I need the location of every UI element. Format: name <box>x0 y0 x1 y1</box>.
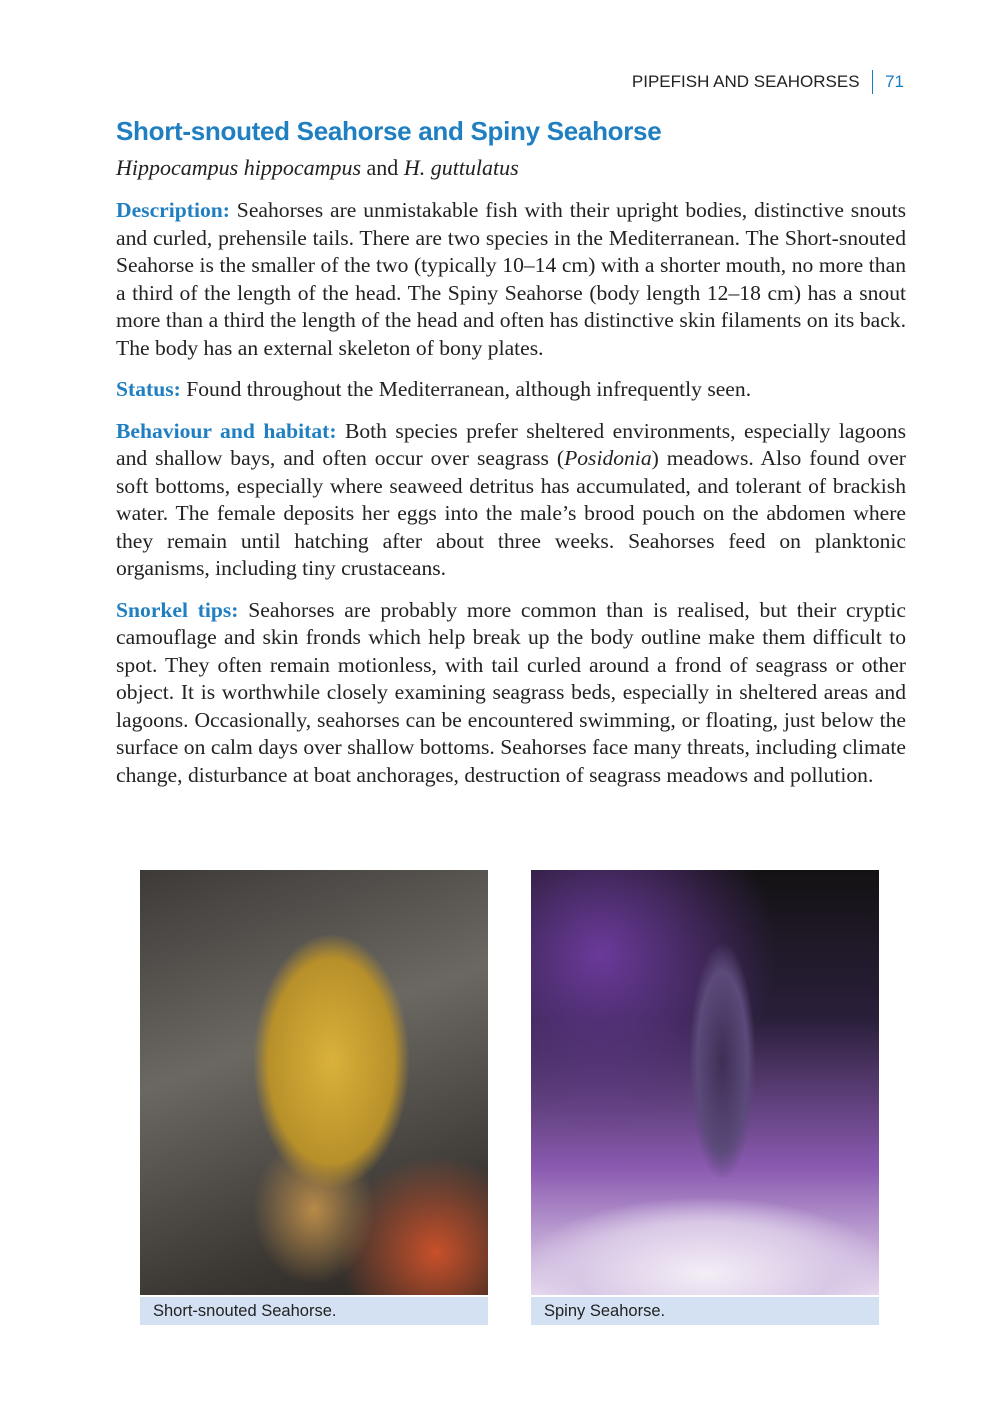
section-title: PIPEFISH AND SEAHORSES <box>631 72 860 91</box>
snorkel-label: Snorkel tips: <box>116 597 239 622</box>
scientific-names <box>116 155 519 181</box>
figure-caption: Spiny Seahorse. <box>531 1297 879 1325</box>
and-text: and <box>361 155 404 180</box>
scientific-name-1: Hippocampus hippocampus <box>116 155 362 180</box>
running-header <box>632 70 904 94</box>
body-text <box>116 197 906 803</box>
scientific-name-2: H. guttulatus <box>403 155 519 180</box>
snorkel-text: Seahorses are probably more common than is realised, but their cryptic camouflage and skin fronds which help break up the body outline make them difficult to spot. They often remain motionless, with tail curled around a frond of seagrass or other object. It is worthwhile closely examining seagrass beds, especially in sheltered areas and lagoons. Occasionally, seahorses can be encountered swimming, or floating, just below the surface on calm days over shallow bottoms. Seahorses face many threats, including climate change, disturbance at boat anchorages, destruction of seagrass meadows and pollution. <box>116 597 907 787</box>
status-text: Found throughout the Mediterranean, although infrequently seen. <box>180 377 752 401</box>
description-text: Seahorses are unmistakable fish with their upright bodies, distinctive snouts and curled, prehensile tails. There are two species in the Mediterranean. The Short-snouted Seahorse is the smaller of the two (typically 10–14 cm) with a shorter mouth, no more than a third of the length of the head. The Spiny Seahorse (body length 12–18 cm) has a snout more than a third the length of the head and often has distinctive skin filaments on its back. The body has an external skeleton of bony plates. <box>116 198 906 360</box>
description-paragraph <box>116 197 906 362</box>
description-label: Description: <box>116 198 230 222</box>
figure-caption: Short-snouted Seahorse. <box>140 1297 488 1325</box>
short-snouted-seahorse-photo <box>140 870 488 1295</box>
behaviour-text: Both species prefer sheltered environments, especially lagoons and shallow bays, and often occur over seagrass ( <box>116 418 906 470</box>
page-number: 71 <box>885 72 904 91</box>
status-paragraph <box>116 376 906 404</box>
behaviour-label: Behaviour and habitat: <box>116 418 337 443</box>
figure-short-snouted <box>140 870 488 1325</box>
behaviour-paragraph <box>116 418 906 583</box>
spiny-seahorse-photo <box>531 870 879 1295</box>
species-title: Short-snouted Seahorse and Spiny Seahorse <box>116 116 662 146</box>
behaviour-italic: Posidonia <box>564 446 652 470</box>
header-divider <box>872 70 874 94</box>
snorkel-paragraph <box>116 597 906 790</box>
figure-spiny <box>531 870 879 1325</box>
behaviour-text-2: ) meadows. Also found over soft bottoms, especially where seaweed detritus has accumulated, and tolerant of brackish water. The female deposits her eggs into the male’s brood pouch on the abdomen where they remain until hatching after about three weeks. Seahorses feed on planktonic organisms, including tiny crustaceans. <box>116 446 906 580</box>
status-label: Status: <box>116 377 181 401</box>
